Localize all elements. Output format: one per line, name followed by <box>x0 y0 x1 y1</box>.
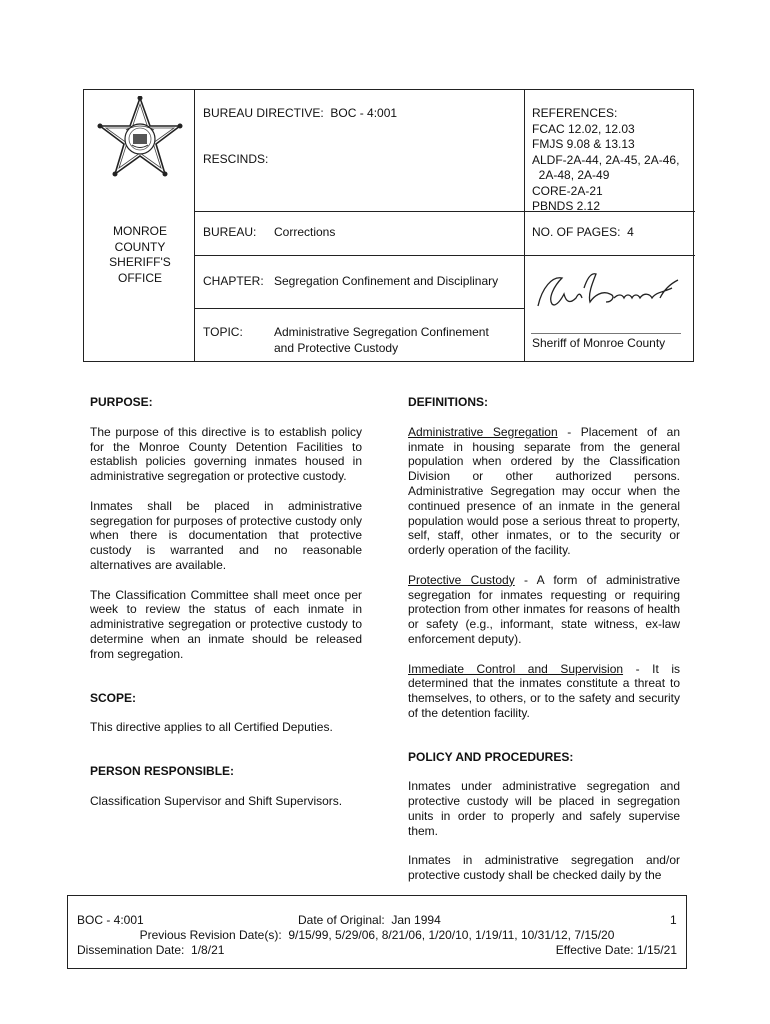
footer-effective-date: Effective Date: 1/15/21 <box>555 943 677 957</box>
directive-number: BUREAU DIRECTIVE: BOC - 4:001 <box>203 106 398 120</box>
chapter-value: Segregation Confinement and Disciplinary <box>274 274 499 288</box>
definition-text: - A form of administrative segregation for inmates requesting or requiring protection from other inmates for reasons of health or safety (e.g., informant, state witness, ex-law enforcement deputy). <box>408 572 680 646</box>
footer-dissemination: Dissemination Date: 1/8/21 <box>77 943 225 957</box>
scope-text: This directive applies to all Certified Deputies. <box>90 720 333 735</box>
topic-value: Administrative Segregation Confinement <box>274 325 489 339</box>
sheriff-star-badge-icon <box>96 96 184 182</box>
person-responsible-heading: PERSON RESPONSIBLE: <box>90 763 235 778</box>
chapter-label: CHAPTER: <box>203 274 264 288</box>
reference-line: FMJS 9.08 & 13.13 <box>532 137 635 151</box>
page-count: NO. OF PAGES: 4 <box>532 225 634 239</box>
definition-term: Protective Custody <box>408 572 515 587</box>
footer-original-date: Date of Original: Jan 1994 <box>298 913 441 927</box>
divider <box>194 211 695 212</box>
topic-value: and Protective Custody <box>274 341 399 355</box>
directive-header-table <box>83 89 694 362</box>
reference-line: FCAC 12.02, 12.03 <box>532 121 635 136</box>
divider <box>524 90 525 361</box>
bureau-label: BUREAU: <box>203 225 257 239</box>
signature-title: Sheriff of Monroe County <box>532 336 666 350</box>
person-responsible-text: Classification Supervisor and Shift Supervisors. <box>90 793 343 808</box>
office-name-line: OFFICE <box>118 270 162 285</box>
definitions-heading: DEFINITIONS: <box>408 395 488 409</box>
rescinds-label: RESCINDS: <box>203 152 269 166</box>
definition-text: - Placement of an inmate in housing separate from the general population when ordered by the Classification Division or other authorized persons. Administrative Segregation may occur when the continued presence of an inmate in the general population would pose a serious threat to property, self, staff, other inmates, or to the security or orderly operation of the facility. <box>408 424 680 558</box>
definition-text: - It is determined that the inmates constitute a threat to themselves, to others, or to the safety and security of the detention facility. <box>408 661 680 720</box>
footer-doc-id: BOC - 4:001 <box>77 913 144 927</box>
definition-item <box>408 662 680 721</box>
purpose-paragraph: The purpose of this directive is to establish policy for the Monroe County Detention Facilities to establish policies governing inmates housed in administrative segregation or protective custody. <box>90 424 362 484</box>
scope-heading: SCOPE: <box>90 690 137 705</box>
right-column <box>408 395 680 883</box>
purpose-paragraph: The Classification Committee shall meet once per week to review the status of each inmate in administrative segregation or protective custody to determine when an inmate should be released from segregation. <box>90 587 362 661</box>
definition-item <box>408 573 680 647</box>
topic-label: TOPIC: <box>203 325 243 339</box>
left-column <box>90 395 362 808</box>
sheriff-signature <box>532 268 682 318</box>
definition-term: Administrative Segregation <box>408 424 558 439</box>
signature-line <box>531 333 681 334</box>
definition-term: Immediate Control and Supervision <box>408 661 624 676</box>
office-name-line: COUNTY <box>114 239 166 254</box>
purpose-heading: PURPOSE: <box>90 395 153 409</box>
policy-paragraph: Inmates in administrative segregation and/or protective custody shall be checked daily by the <box>408 853 680 883</box>
office-name-line: SHERIFF'S <box>109 255 171 269</box>
office-name-line: MONROE <box>113 224 167 238</box>
footer-revisions: Previous Revision Date(s): 9/15/99, 5/29/06, 8/21/06, 1/20/10, 1/19/11, 10/31/12, 7/15/20 <box>139 928 615 942</box>
reference-line: ALDF-2A-44, 2A-45, 2A-46, <box>532 152 680 167</box>
reference-line: PBNDS 2.12 <box>532 199 601 213</box>
reference-line: 2A-48, 2A-49 <box>532 168 610 182</box>
reference-line: REFERENCES: <box>532 106 618 120</box>
policy-heading: POLICY AND PROCEDURES: <box>408 749 574 764</box>
divider <box>194 308 524 309</box>
policy-paragraph: Inmates under administrative segregation and protective custody will be placed in segregation units in order to properly and safely supervise them. <box>408 779 680 838</box>
page-footer <box>67 895 687 969</box>
bureau-value: Corrections <box>274 225 336 239</box>
footer-page-number: 1 <box>670 913 677 927</box>
reference-line: CORE-2A-21 <box>532 183 603 198</box>
purpose-paragraph: Inmates shall be placed in administrative segregation for purposes of protective custody only when there is documentation that protective custody is warranted and no reasonable alternatives are available. <box>90 498 362 572</box>
divider <box>194 255 695 256</box>
definition-item <box>408 425 680 558</box>
